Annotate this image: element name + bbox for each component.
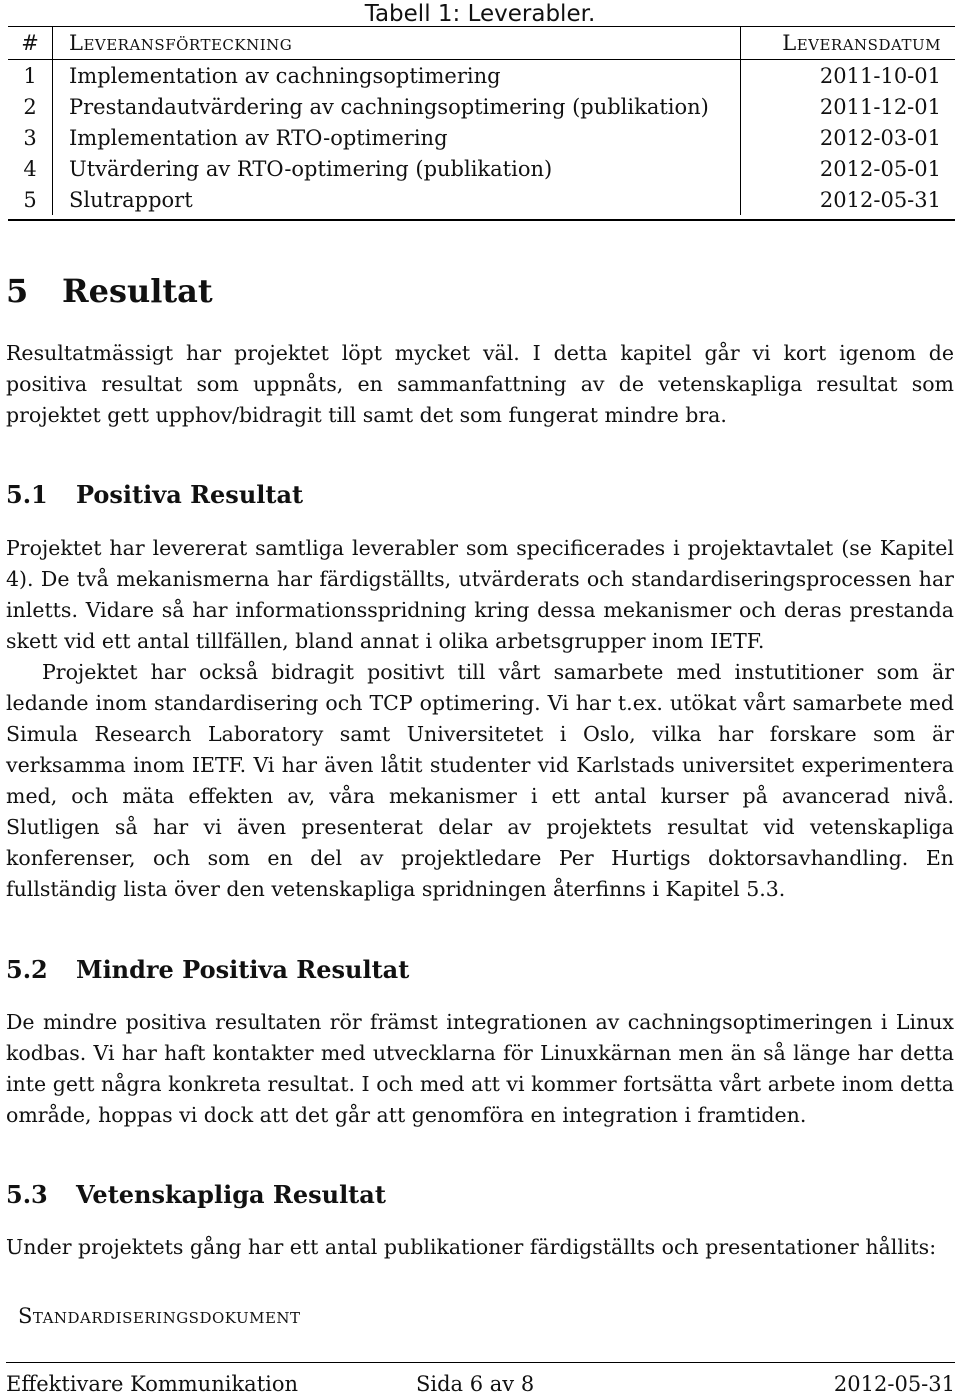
subsection-heading-mindre-positiva (6, 955, 409, 984)
row-num: 1 (23, 63, 37, 88)
table-row (8, 60, 955, 91)
table-header-row (8, 27, 955, 60)
footer-page-number: Sida 6 av 8 (416, 1372, 535, 1396)
section-heading-resultat (6, 272, 213, 310)
section-title: Resultat (62, 272, 213, 310)
subsection-title: Vetenskapliga Resultat (76, 1180, 386, 1209)
footer-rule (6, 1362, 955, 1363)
page-footer (6, 1372, 955, 1396)
header-date: Leveransdatum (740, 27, 955, 59)
row-desc: Utvärdering av RTO-optimering (publikation) (52, 153, 740, 184)
row-date: 2012-05-31 (740, 184, 955, 215)
row-date: 2012-03-01 (740, 122, 955, 153)
row-desc: Prestandautvärdering av cachningsoptimering (publikation) (52, 91, 740, 122)
table-row (8, 153, 955, 184)
deliverables-table (8, 26, 955, 221)
standards-documents-heading: Standardiseringsdokument (18, 1304, 301, 1328)
subsection-title: Mindre Positiva Resultat (76, 955, 410, 984)
header-num: # (21, 31, 39, 55)
row-date: 2011-10-01 (740, 60, 955, 91)
subsection-number: 5.2 (6, 955, 48, 984)
row-desc: Slutrapport (52, 184, 740, 215)
table-row (8, 91, 955, 122)
table-bottom-rule (8, 215, 955, 220)
subsection-heading-positiva (6, 480, 303, 509)
footer-title: Effektivare Kommunikation (6, 1372, 299, 1396)
paragraph: Projektet har levererat samtliga leverabler som specificerades i projektavtalet (se Kapitel 4). De två mekanismerna har färdigställts, utvärderats och standardiseringsprocessen har inletts. Vidare så har informationsspridning kring dessa mekanismer och deras prestanda skett vid ett antal tillfällen, bland annat i olika arbetsgrupper inom IETF. (6, 536, 954, 653)
header-desc: Leveransförteckning (52, 27, 740, 59)
section-intro-paragraph: Resultatmässigt har projektet löpt mycket väl. I detta kapitel går vi kort igenom de positiva resultat som uppnåts, en sammanfattning av de vetenskapliga resultat som projektet gett upphov/bidragit till samt det som fungerat mindre bra. (6, 341, 954, 427)
row-desc: Implementation av cachningsoptimering (52, 60, 740, 91)
row-num: 2 (23, 94, 37, 119)
footer-date: 2012-05-31 (833, 1372, 955, 1396)
paragraph: De mindre positiva resultaten rör främst integrationen av cachningsoptimeringen i Linux kodbas. Vi har haft kontakter med utvecklarna för Linuxkärnan men än så länge har detta inte gett några konkreta resultat. I och med att vi kommer fortsätta vårt arbete inom detta område, hoppas vi dock att det går att genomföra en integration i framtiden. (6, 1010, 954, 1127)
subsection-number: 5.1 (6, 480, 48, 509)
row-num: 4 (23, 156, 37, 181)
table-row (8, 184, 955, 215)
table-row (8, 122, 955, 153)
paragraph: Projektet har också bidragit positivt till vårt samarbete med instutitioner som är ledande inom standardisering och TCP optimering. Vi har t.ex. utökat vårt samarbete med Simula Research Laboratory samt Universitetet i Oslo, vilka har forskare som är verksamma inom IETF. Vi har även låtit studenter vid Karlstads universitet experimentera med, och mäta effekten av, våra mekanismer i ett antal kurser på avancerad nivå. Slutligen så har vi även presenterat delar av projektets resultat vid vetenskapliga konferenser, och som en del av projektledare Per Hurtigs doktorsavhandling. En fullständig lista över den vetenskapliga spridningen återfinns i Kapitel 5.3. (6, 660, 954, 901)
row-desc: Implementation av RTO-optimering (52, 122, 740, 153)
row-date: 2011-12-01 (740, 91, 955, 122)
row-date: 2012-05-01 (740, 153, 955, 184)
row-num: 5 (23, 187, 37, 212)
subsection-heading-vetenskapliga (6, 1180, 386, 1209)
subsection-number: 5.3 (6, 1180, 48, 1209)
table-caption: Tabell 1: Leverabler. (364, 1, 596, 27)
subsection-title: Positiva Resultat (76, 480, 304, 509)
section-number: 5 (6, 272, 29, 310)
paragraph: Under projektets gång har ett antal publikationer färdigställts och presentationer hållits: (6, 1235, 937, 1259)
row-num: 3 (23, 125, 37, 150)
